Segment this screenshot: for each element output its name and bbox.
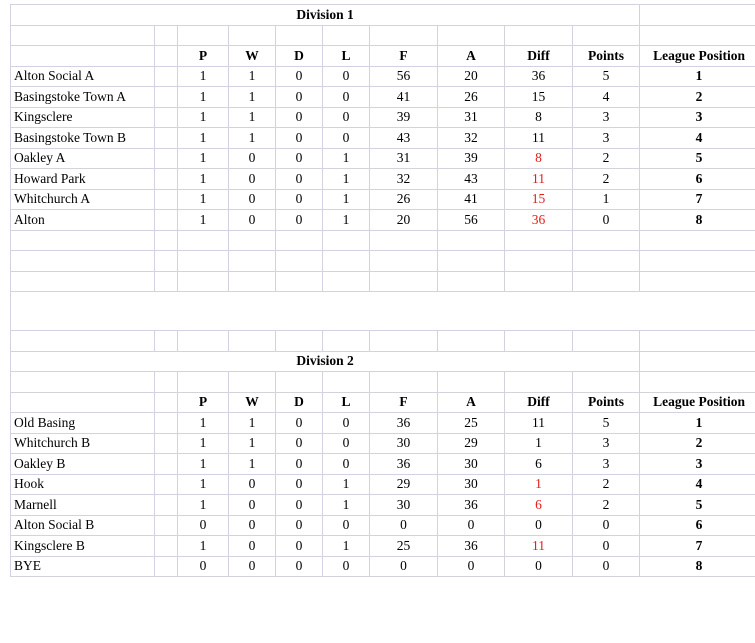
empty-cell[interactable] [438,271,505,292]
column-header[interactable]: Diff [505,46,573,67]
empty-cell[interactable] [11,46,155,67]
column-header[interactable]: F [370,392,438,413]
team-name[interactable]: Basingstoke Town A [11,87,155,108]
stat-w[interactable]: 1 [229,66,276,87]
empty-row [11,251,755,272]
stat-points[interactable]: 3 [573,128,640,149]
table-row [11,433,755,454]
team-name[interactable]: Marnell [11,495,155,516]
stat-diff[interactable]: 1 [505,433,573,454]
empty-cell[interactable] [155,454,178,475]
empty-cell[interactable] [640,230,755,251]
stat-a[interactable]: 29 [438,433,505,454]
stat-f[interactable]: 31 [370,148,438,169]
stat-diff[interactable]: 0 [505,515,573,536]
empty-cell[interactable] [505,251,573,272]
empty-cell[interactable] [229,331,276,352]
league-position[interactable]: 4 [640,128,755,149]
empty-cell[interactable] [229,230,276,251]
team-name[interactable]: Kingsclere B [11,536,155,557]
stat-a[interactable]: 39 [438,148,505,169]
column-header[interactable]: L [323,46,370,67]
empty-cell[interactable] [229,251,276,272]
stat-a[interactable]: 0 [438,515,505,536]
table-row [11,210,755,231]
empty-cell[interactable] [573,271,640,292]
stat-a[interactable]: 0 [438,556,505,577]
team-name[interactable]: Kingsclere [11,107,155,128]
empty-cell[interactable] [370,271,438,292]
division2-title[interactable]: Division 2 [11,351,640,372]
empty-cell[interactable] [573,230,640,251]
table-row [11,515,755,536]
league-position[interactable]: 5 [640,148,755,169]
stat-p[interactable]: 1 [178,474,229,495]
team-name[interactable]: BYE [11,556,155,577]
stat-f[interactable]: 30 [370,433,438,454]
stat-diff[interactable]: 36 [505,66,573,87]
empty-cell[interactable] [11,392,155,413]
stat-diff[interactable]: 11 [505,169,573,190]
stat-points[interactable]: 2 [573,474,640,495]
column-header[interactable]: League Position [640,46,755,67]
stat-points[interactable]: 3 [573,454,640,475]
stat-diff[interactable]: 8 [505,148,573,169]
empty-cell[interactable] [155,536,178,557]
empty-cell[interactable] [573,25,640,46]
league-tables-sheet [10,4,755,577]
empty-cell[interactable] [155,433,178,454]
table-row [11,474,755,495]
empty-cell[interactable] [640,372,755,393]
stat-l[interactable]: 0 [323,556,370,577]
empty-cell[interactable] [323,372,370,393]
empty-cell[interactable] [155,474,178,495]
stat-diff[interactable]: 6 [505,454,573,475]
team-name[interactable]: Oakley A [11,148,155,169]
league-position[interactable]: 3 [640,107,755,128]
stat-l[interactable]: 0 [323,87,370,108]
stat-points[interactable]: 0 [573,536,640,557]
empty-row [11,230,755,251]
empty-cell[interactable] [11,25,155,46]
stat-w[interactable]: 0 [229,556,276,577]
stat-f[interactable]: 26 [370,189,438,210]
stat-f[interactable]: 25 [370,536,438,557]
league-position[interactable]: 5 [640,495,755,516]
empty-row [11,372,755,393]
team-name[interactable]: Howard Park [11,169,155,190]
empty-cell[interactable] [11,271,155,292]
empty-cell[interactable] [155,495,178,516]
stat-l[interactable]: 0 [323,515,370,536]
stat-p[interactable]: 1 [178,169,229,190]
empty-cell[interactable] [155,107,178,128]
empty-cell[interactable] [155,46,178,67]
empty-cell[interactable] [505,372,573,393]
empty-cell[interactable] [573,251,640,272]
stat-l[interactable]: 0 [323,433,370,454]
stat-f[interactable]: 39 [370,107,438,128]
team-name[interactable]: Basingstoke Town B [11,128,155,149]
table-row [11,536,755,557]
stat-diff[interactable]: 15 [505,189,573,210]
empty-cell[interactable] [323,230,370,251]
empty-cell[interactable] [276,251,323,272]
empty-cell[interactable] [276,331,323,352]
stat-w[interactable]: 1 [229,433,276,454]
stat-w[interactable]: 0 [229,189,276,210]
stat-a[interactable]: 41 [438,189,505,210]
league-position[interactable]: 6 [640,515,755,536]
stat-w[interactable]: 0 [229,495,276,516]
empty-cell[interactable] [178,230,229,251]
empty-cell[interactable] [276,230,323,251]
empty-cell[interactable] [640,25,755,46]
league-position[interactable]: 8 [640,556,755,577]
empty-cell[interactable] [229,271,276,292]
table-row [11,495,755,516]
empty-cell[interactable] [640,351,755,372]
stat-a[interactable]: 25 [438,413,505,434]
column-header[interactable]: W [229,46,276,67]
stat-d[interactable]: 0 [276,454,323,475]
empty-cell[interactable] [155,392,178,413]
league-position[interactable]: 6 [640,169,755,190]
stat-diff[interactable]: 8 [505,107,573,128]
stat-d[interactable]: 0 [276,474,323,495]
empty-cell[interactable] [155,66,178,87]
stat-w[interactable]: 0 [229,536,276,557]
stat-p[interactable]: 1 [178,189,229,210]
stat-p[interactable]: 1 [178,454,229,475]
empty-cell[interactable] [640,251,755,272]
empty-cell[interactable] [11,331,155,352]
empty-cell[interactable] [573,372,640,393]
column-header[interactable]: Points [573,392,640,413]
stat-w[interactable]: 1 [229,87,276,108]
stat-w[interactable]: 1 [229,107,276,128]
stat-l[interactable]: 1 [323,536,370,557]
column-header[interactable]: D [276,46,323,67]
column-header[interactable]: D [276,392,323,413]
league-position[interactable]: 7 [640,189,755,210]
column-header[interactable]: P [178,392,229,413]
empty-cell[interactable] [229,372,276,393]
stat-d[interactable]: 0 [276,148,323,169]
stat-f[interactable]: 32 [370,169,438,190]
empty-cell[interactable] [155,230,178,251]
stat-diff[interactable]: 36 [505,210,573,231]
empty-cell[interactable] [155,148,178,169]
empty-cell[interactable] [640,271,755,292]
team-name[interactable]: Alton Social B [11,515,155,536]
table-row [11,169,755,190]
stat-points[interactable]: 2 [573,169,640,190]
team-name[interactable]: Hook [11,474,155,495]
spacer-cell[interactable] [640,292,755,331]
team-name[interactable]: Alton Social A [11,66,155,87]
empty-cell[interactable] [11,251,155,272]
empty-cell[interactable] [323,25,370,46]
empty-cell[interactable] [155,331,178,352]
stat-diff[interactable]: 6 [505,495,573,516]
stat-p[interactable]: 1 [178,66,229,87]
empty-cell[interactable] [155,25,178,46]
division2-title-row [11,351,755,372]
stat-p[interactable]: 1 [178,413,229,434]
empty-cell[interactable] [323,331,370,352]
empty-cell[interactable] [155,556,178,577]
empty-cell[interactable] [11,230,155,251]
empty-cell[interactable] [178,251,229,272]
stat-p[interactable]: 0 [178,515,229,536]
team-name[interactable]: Oakley B [11,454,155,475]
league-position[interactable]: 7 [640,536,755,557]
stat-a[interactable]: 31 [438,107,505,128]
column-header[interactable]: L [323,392,370,413]
empty-cell[interactable] [370,25,438,46]
stat-l[interactable]: 0 [323,107,370,128]
league-position[interactable]: 1 [640,66,755,87]
column-header[interactable]: W [229,392,276,413]
stat-points[interactable]: 0 [573,515,640,536]
empty-cell[interactable] [155,87,178,108]
empty-cell[interactable] [178,25,229,46]
stat-d[interactable]: 0 [276,556,323,577]
team-name[interactable]: Whitchurch B [11,433,155,454]
stat-a[interactable]: 32 [438,128,505,149]
empty-cell[interactable] [438,230,505,251]
table-row [11,128,755,149]
empty-cell[interactable] [155,251,178,272]
stat-diff[interactable]: 1 [505,474,573,495]
stat-d[interactable]: 0 [276,66,323,87]
stat-w[interactable]: 0 [229,515,276,536]
empty-cell[interactable] [640,5,755,26]
stat-points[interactable]: 1 [573,189,640,210]
empty-row [11,271,755,292]
empty-row [11,25,755,46]
stat-a[interactable]: 56 [438,210,505,231]
stat-w[interactable]: 0 [229,474,276,495]
spacer-cell[interactable] [11,292,640,331]
empty-cell[interactable] [178,372,229,393]
stat-f[interactable]: 0 [370,556,438,577]
empty-cell[interactable] [155,210,178,231]
stat-l[interactable]: 0 [323,413,370,434]
stat-points[interactable]: 4 [573,87,640,108]
stat-p[interactable]: 1 [178,107,229,128]
empty-cell[interactable] [640,331,755,352]
stat-points[interactable]: 2 [573,495,640,516]
stat-diff[interactable]: 11 [505,128,573,149]
stat-d[interactable]: 0 [276,169,323,190]
stat-p[interactable]: 1 [178,210,229,231]
stat-f[interactable]: 20 [370,210,438,231]
stat-d[interactable]: 0 [276,87,323,108]
stat-a[interactable]: 30 [438,474,505,495]
empty-cell[interactable] [155,189,178,210]
empty-cell[interactable] [276,271,323,292]
spacer-row [11,292,755,331]
stat-f[interactable]: 36 [370,413,438,434]
stat-p[interactable]: 1 [178,495,229,516]
league-position[interactable]: 4 [640,474,755,495]
stat-points[interactable]: 3 [573,433,640,454]
stat-d[interactable]: 0 [276,210,323,231]
stat-l[interactable]: 1 [323,169,370,190]
table-row [11,413,755,434]
stat-d[interactable]: 0 [276,107,323,128]
stat-l[interactable]: 0 [323,66,370,87]
empty-cell[interactable] [370,372,438,393]
empty-cell[interactable] [178,271,229,292]
table-row [11,454,755,475]
stat-d[interactable]: 0 [276,433,323,454]
empty-cell[interactable] [505,25,573,46]
league-position[interactable]: 2 [640,87,755,108]
empty-cell[interactable] [229,25,276,46]
stat-d[interactable]: 0 [276,536,323,557]
stat-p[interactable]: 1 [178,87,229,108]
stat-points[interactable]: 3 [573,107,640,128]
empty-cell[interactable] [323,251,370,272]
empty-cell[interactable] [505,271,573,292]
empty-cell[interactable] [438,331,505,352]
stat-p[interactable]: 1 [178,433,229,454]
stat-diff[interactable]: 15 [505,87,573,108]
empty-cell[interactable] [438,25,505,46]
column-header[interactable]: League Position [640,392,755,413]
stat-a[interactable]: 36 [438,536,505,557]
empty-cell[interactable] [178,331,229,352]
stat-f[interactable]: 43 [370,128,438,149]
team-name[interactable]: Whitchurch A [11,189,155,210]
column-header[interactable]: Diff [505,392,573,413]
empty-cell[interactable] [11,372,155,393]
table-row [11,189,755,210]
stat-p[interactable]: 1 [178,128,229,149]
stat-l[interactable]: 1 [323,474,370,495]
division1-title-row [11,5,755,26]
league-grid [11,5,755,577]
team-name[interactable]: Old Basing [11,413,155,434]
stat-f[interactable]: 36 [370,454,438,475]
stat-d[interactable]: 0 [276,515,323,536]
division1-title[interactable]: Division 1 [11,5,640,26]
empty-cell[interactable] [505,230,573,251]
stat-p[interactable]: 0 [178,556,229,577]
league-position[interactable]: 8 [640,210,755,231]
empty-cell[interactable] [505,331,573,352]
stat-p[interactable]: 1 [178,536,229,557]
empty-cell[interactable] [323,271,370,292]
table-row [11,148,755,169]
stat-w[interactable]: 1 [229,413,276,434]
column-header[interactable]: P [178,46,229,67]
column-header[interactable]: Points [573,46,640,67]
stat-w[interactable]: 1 [229,454,276,475]
table-row [11,556,755,577]
empty-cell[interactable] [370,331,438,352]
table-row [11,107,755,128]
stat-d[interactable]: 0 [276,189,323,210]
stat-d[interactable]: 0 [276,413,323,434]
stat-l[interactable]: 1 [323,189,370,210]
stat-a[interactable]: 36 [438,495,505,516]
column-header[interactable]: A [438,46,505,67]
stat-w[interactable]: 1 [229,128,276,149]
empty-cell[interactable] [155,515,178,536]
stat-a[interactable]: 20 [438,66,505,87]
column-header[interactable]: F [370,46,438,67]
empty-cell[interactable] [155,271,178,292]
stat-d[interactable]: 0 [276,128,323,149]
stat-points[interactable]: 5 [573,413,640,434]
empty-cell[interactable] [370,230,438,251]
empty-cell[interactable] [155,413,178,434]
stat-f[interactable]: 56 [370,66,438,87]
stat-a[interactable]: 26 [438,87,505,108]
league-position[interactable]: 3 [640,454,755,475]
stat-f[interactable]: 30 [370,495,438,516]
empty-cell[interactable] [155,372,178,393]
team-name[interactable]: Alton [11,210,155,231]
stat-points[interactable]: 0 [573,556,640,577]
stat-points[interactable]: 2 [573,148,640,169]
stat-diff[interactable]: 11 [505,536,573,557]
stat-l[interactable]: 1 [323,210,370,231]
stat-l[interactable]: 1 [323,148,370,169]
empty-cell[interactable] [155,169,178,190]
stat-w[interactable]: 0 [229,148,276,169]
stat-f[interactable]: 41 [370,87,438,108]
stat-d[interactable]: 0 [276,495,323,516]
division2-header-row [11,392,755,413]
stat-points[interactable]: 0 [573,210,640,231]
stat-l[interactable]: 1 [323,495,370,516]
stat-f[interactable]: 0 [370,515,438,536]
stat-diff[interactable]: 11 [505,413,573,434]
division1-header-row [11,46,755,67]
stat-f[interactable]: 29 [370,474,438,495]
stat-p[interactable]: 1 [178,148,229,169]
empty-cell[interactable] [438,372,505,393]
empty-cell[interactable] [276,372,323,393]
empty-row [11,331,755,352]
empty-cell[interactable] [573,331,640,352]
empty-cell[interactable] [155,128,178,149]
table-row [11,87,755,108]
empty-cell[interactable] [276,25,323,46]
stat-a[interactable]: 30 [438,454,505,475]
table-row [11,66,755,87]
column-header[interactable]: A [438,392,505,413]
stat-w[interactable]: 0 [229,210,276,231]
stat-w[interactable]: 0 [229,169,276,190]
stat-diff[interactable]: 0 [505,556,573,577]
stat-a[interactable]: 43 [438,169,505,190]
league-position[interactable]: 2 [640,433,755,454]
stat-l[interactable]: 0 [323,454,370,475]
stat-l[interactable]: 0 [323,128,370,149]
league-position[interactable]: 1 [640,413,755,434]
empty-cell[interactable] [438,251,505,272]
stat-points[interactable]: 5 [573,66,640,87]
empty-cell[interactable] [370,251,438,272]
